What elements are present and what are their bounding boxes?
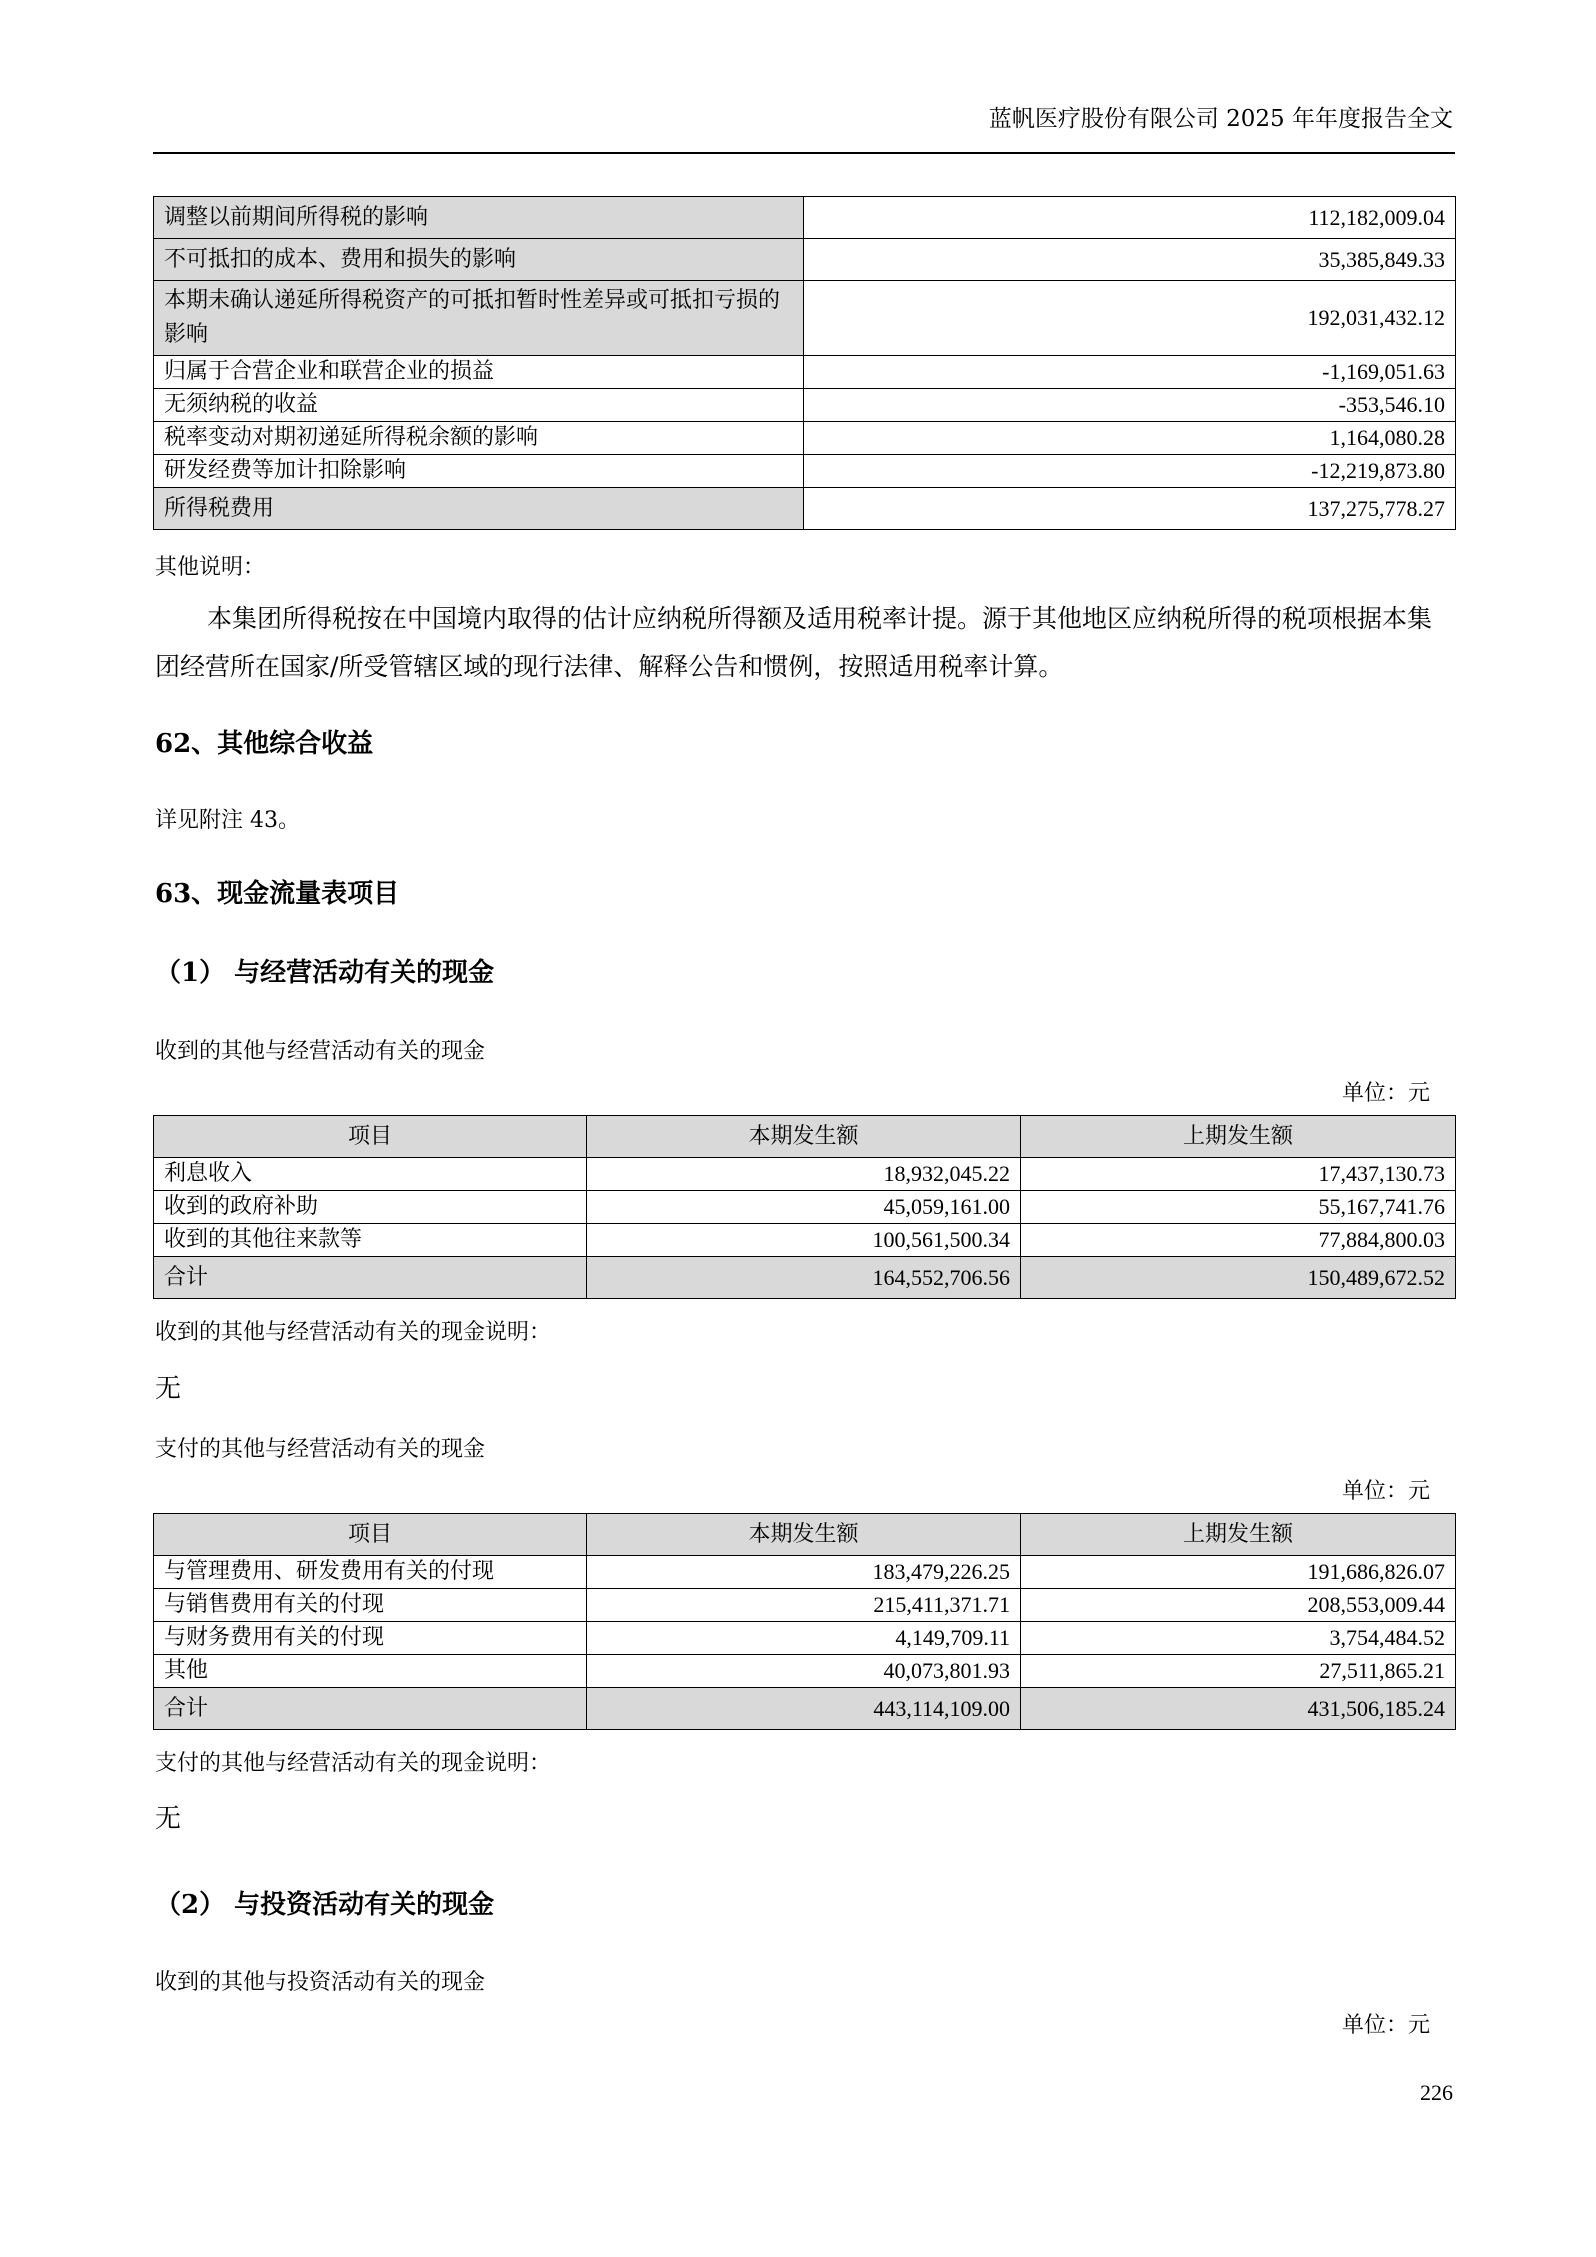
table-row — [154, 1556, 1456, 1589]
section-62-text: 详见附注 43。 — [155, 808, 300, 833]
row-label: 合计 — [154, 1688, 587, 1730]
table-row — [154, 281, 1456, 356]
paid-op-table — [153, 1513, 1456, 1730]
current-value: 18,932,045.22 — [587, 1158, 1021, 1191]
page-number: 226 — [1420, 2080, 1453, 2105]
row-label: 与财务费用有关的付现 — [154, 1622, 587, 1655]
table-header-row — [154, 1514, 1456, 1556]
received-op-unit: 单位：元 — [1341, 1081, 1430, 1106]
row-label: 合计 — [154, 1257, 587, 1299]
row-label: 收到的其他往来款等 — [154, 1224, 587, 1257]
col-header: 本期发生额 — [587, 1514, 1021, 1556]
table-row — [154, 356, 1456, 389]
row-value: -353,546.10 — [804, 389, 1456, 422]
paid-op-unit: 单位：元 — [1341, 1479, 1430, 1504]
paid-op-note-label: 支付的其他与经营活动有关的现金说明： — [155, 1751, 552, 1776]
received-inv-caption: 收到的其他与投资活动有关的现金 — [155, 1970, 486, 1995]
page-header: 蓝帆医疗股份有限公司 2025 年年度报告全文 — [988, 106, 1453, 132]
prior-value: 208,553,009.44 — [1021, 1589, 1456, 1622]
tax-paragraph: 本集团所得税按在中国境内取得的估计应纳税所得额及适用税率计提。源于其他地区应纳税所得的税项根据本集团经营所在国家/所受管辖区域的现行法律、解释公告和惯例，按照适用税率计算。 — [155, 604, 1433, 681]
row-label: 研发经费等加计扣除影响 — [154, 455, 804, 488]
row-label: 与管理费用、研发费用有关的付现 — [154, 1556, 587, 1589]
tax-reconciliation-table — [153, 196, 1456, 530]
row-value: 112,182,009.04 — [804, 197, 1456, 239]
table-row — [154, 455, 1456, 488]
current-value: 183,479,226.25 — [587, 1556, 1021, 1589]
current-value: 40,073,801.93 — [587, 1655, 1021, 1688]
col-header: 上期发生额 — [1021, 1116, 1456, 1158]
current-value: 215,411,371.71 — [587, 1589, 1021, 1622]
table-row — [154, 1224, 1456, 1257]
row-value: 35,385,849.33 — [804, 239, 1456, 281]
row-label: 其他 — [154, 1655, 587, 1688]
current-value: 443,114,109.00 — [587, 1688, 1021, 1730]
row-label: 不可抵扣的成本、费用和损失的影响 — [154, 239, 804, 281]
prior-value: 191,686,826.07 — [1021, 1556, 1456, 1589]
prior-value: 431,506,185.24 — [1021, 1688, 1456, 1730]
prior-value: 3,754,484.52 — [1021, 1622, 1456, 1655]
current-value: 45,059,161.00 — [587, 1191, 1021, 1224]
row-label: 归属于合营企业和联营企业的损益 — [154, 356, 804, 389]
row-value: 192,031,432.12 — [804, 281, 1456, 356]
row-label: 无须纳税的收益 — [154, 389, 804, 422]
prior-value: 17,437,130.73 — [1021, 1158, 1456, 1191]
row-label: 调整以前期间所得税的影响 — [154, 197, 804, 239]
received-op-caption: 收到的其他与经营活动有关的现金 — [155, 1039, 486, 1064]
table-row — [154, 422, 1456, 455]
table-header-row — [154, 1116, 1456, 1158]
row-value: -1,169,051.63 — [804, 356, 1456, 389]
other-note-label: 其他说明： — [155, 555, 266, 580]
row-value: 1,164,080.28 — [804, 422, 1456, 455]
row-value: -12,219,873.80 — [804, 455, 1456, 488]
subsection-1-title: （1） 与经营活动有关的现金 — [155, 958, 495, 988]
col-header: 本期发生额 — [587, 1116, 1021, 1158]
received-inv-unit: 单位：元 — [1341, 2013, 1430, 2038]
paid-op-caption: 支付的其他与经营活动有关的现金 — [155, 1437, 486, 1462]
row-label: 收到的政府补助 — [154, 1191, 587, 1224]
table-row — [154, 1589, 1456, 1622]
table-row — [154, 1622, 1456, 1655]
table-row — [154, 1158, 1456, 1191]
paid-op-note-value: 无 — [155, 1804, 182, 1834]
section-62-title: 62、其他综合收益 — [155, 729, 374, 759]
col-header: 项目 — [154, 1514, 587, 1556]
table-total-row — [154, 1688, 1456, 1730]
table-row — [154, 197, 1456, 239]
row-label: 与销售费用有关的付现 — [154, 1589, 587, 1622]
received-op-note-value: 无 — [155, 1374, 182, 1404]
section-63-title: 63、现金流量表项目 — [155, 879, 400, 909]
table-total-row — [154, 488, 1456, 530]
current-value: 100,561,500.34 — [587, 1224, 1021, 1257]
prior-value: 77,884,800.03 — [1021, 1224, 1456, 1257]
header-rule — [153, 152, 1455, 154]
prior-value: 55,167,741.76 — [1021, 1191, 1456, 1224]
prior-value: 150,489,672.52 — [1021, 1257, 1456, 1299]
row-label: 利息收入 — [154, 1158, 587, 1191]
row-label: 税率变动对期初递延所得税余额的影响 — [154, 422, 804, 455]
row-label: 所得税费用 — [154, 488, 804, 530]
table-row — [154, 239, 1456, 281]
row-label: 本期未确认递延所得税资产的可抵扣暂时性差异或可抵扣亏损的影响 — [154, 281, 804, 356]
col-header: 项目 — [154, 1116, 587, 1158]
table-total-row — [154, 1257, 1456, 1299]
row-value: 137,275,778.27 — [804, 488, 1456, 530]
table-row — [154, 389, 1456, 422]
prior-value: 27,511,865.21 — [1021, 1655, 1456, 1688]
col-header: 上期发生额 — [1021, 1514, 1456, 1556]
received-op-table — [153, 1115, 1456, 1299]
table-row — [154, 1191, 1456, 1224]
table-row — [154, 1655, 1456, 1688]
current-value: 4,149,709.11 — [587, 1622, 1021, 1655]
received-op-note-label: 收到的其他与经营活动有关的现金说明： — [155, 1320, 552, 1345]
current-value: 164,552,706.56 — [587, 1257, 1021, 1299]
subsection-2-title: （2） 与投资活动有关的现金 — [155, 1890, 495, 1920]
